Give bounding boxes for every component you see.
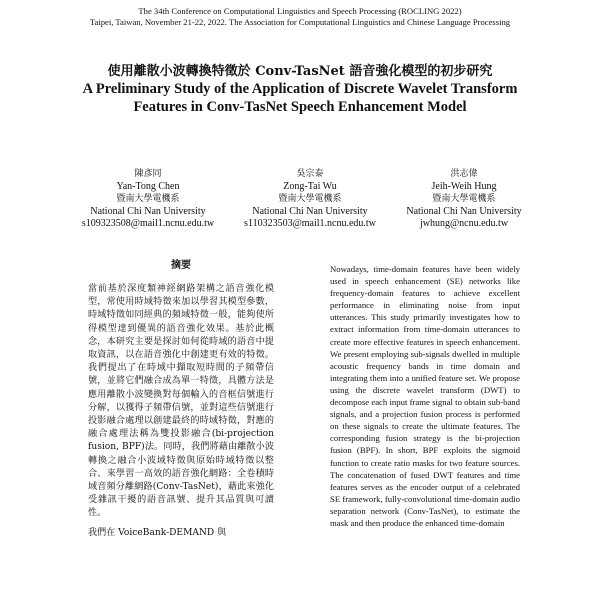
author-department: 暨南大學電機系 <box>116 194 180 204</box>
author-name-cn: 陳彥同 <box>134 169 162 179</box>
author-name-en: Yan-Tong Chen <box>116 180 180 192</box>
author-affiliation: National Chi Nan University <box>90 205 206 217</box>
abstract-chinese-text: 當前基於深度類神經網路架構之語音強化模型，常使用時域特徵來加以學習其模型參數，時域特徵如同經典的頻域特徵一般，能夠使所得模型達到優異的語音強化效果。基於此概念，本研究主要是探討如何從時域的語音中提取資訊，以在語音強化中創建更有效的特徵。我們提出了在時域中擷取短時間的子頻帶信號，並將它們融合成為單一特徵，具體方法是應用離散小波變換對每個輸入的音框信號進行分解，以獲得子頻帶信號，並對這些信號進行投影融合處理以創建最終的時域特徵，對應的融合處理法稱為雙投影融合(bi-projection fusion, BPF)法。同時，我們將藉由離散小波轉換之融合小波域特徵與原始時域特徵以整合、來學習一高效的語音強化網路：全卷積時域音頻分離網路(Conv-TasNet)，藉此來強化受雜訊干擾的語音訊號、提升其品質與可讀性。 <box>88 284 274 519</box>
abstract-chinese-continuation: 我們在 VoiceBank-DEMAND 與 <box>88 527 227 538</box>
abstract-heading: 摘要 <box>171 260 191 271</box>
conference-line-1: The 34th Conference on Computational Linguistics and Speech Processing (ROCLING 2022) <box>138 6 462 16</box>
abstract-english-text: Nowadays, time-domain features have been widely used in speech enhancement (SE) networks like frequency-domain features to achieve excellent performance in eliminating noise from input utterances. This study primarily investigates how to extract information from time-domain utterances to create more effective features in speech enhancement. We present employing sub-signals dwelled in multiple acoustic frequency bands in time domain and integrating them into a unified feature set. We propose using the discrete wavelet transform (DWT) to decompose each input frame signal to obtain sub-band signals, and a projection fusion process is performed on these signals to create the ultimate features. The corresponding fusion strategy is the bi-projection fusion (BPF). In short, BPF exploits the sigmoid function to create ratio masks for two feature sources. The concatenation of fused DWT features and time features serves as the encoder output of a celebrated SE framework, fully-convolutional time-domain audio separation network (Conv-TasNet), to estimate the mask and then produce the enhanced time-domain <box>330 264 520 528</box>
author-name-en: Jeih-Weih Hung <box>431 180 497 192</box>
conference-header <box>0 6 600 28</box>
conference-line-2: Taipei, Taiwan, November 21-22, 2022. The Association for Computational Linguistics and Chinese Language Processing <box>89 17 511 27</box>
author-name-en: Zong-Tai Wu <box>283 180 337 192</box>
abstract-english-column <box>330 263 520 529</box>
author-email: s109323508@mail1.ncnu.edu.tw <box>81 218 215 229</box>
author-department: 暨南大學電機系 <box>278 194 342 204</box>
author-name-cn: 吳宗泰 <box>296 169 324 179</box>
author-affiliation: National Chi Nan University <box>252 205 368 217</box>
title-chinese: 使用離散小波轉換特徵於 Conv-TasNet 語音強化模型的初步研究 <box>107 64 493 79</box>
author-email: s110323503@mail1.ncnu.edu.tw <box>244 218 376 229</box>
author-affiliation: National Chi Nan University <box>406 205 522 217</box>
author-department: 暨南大學電機系 <box>432 194 496 204</box>
author-block-3 <box>364 168 564 231</box>
author-email: jwhung@ncnu.edu.tw <box>419 218 509 229</box>
author-name-cn: 洪志偉 <box>450 169 478 179</box>
title-english: A Preliminary Study of the Application of Discrete Wavelet Transform Features in Conv-TasNet Speech Enhancement Model <box>82 81 518 115</box>
abstract-chinese-column <box>88 256 274 540</box>
